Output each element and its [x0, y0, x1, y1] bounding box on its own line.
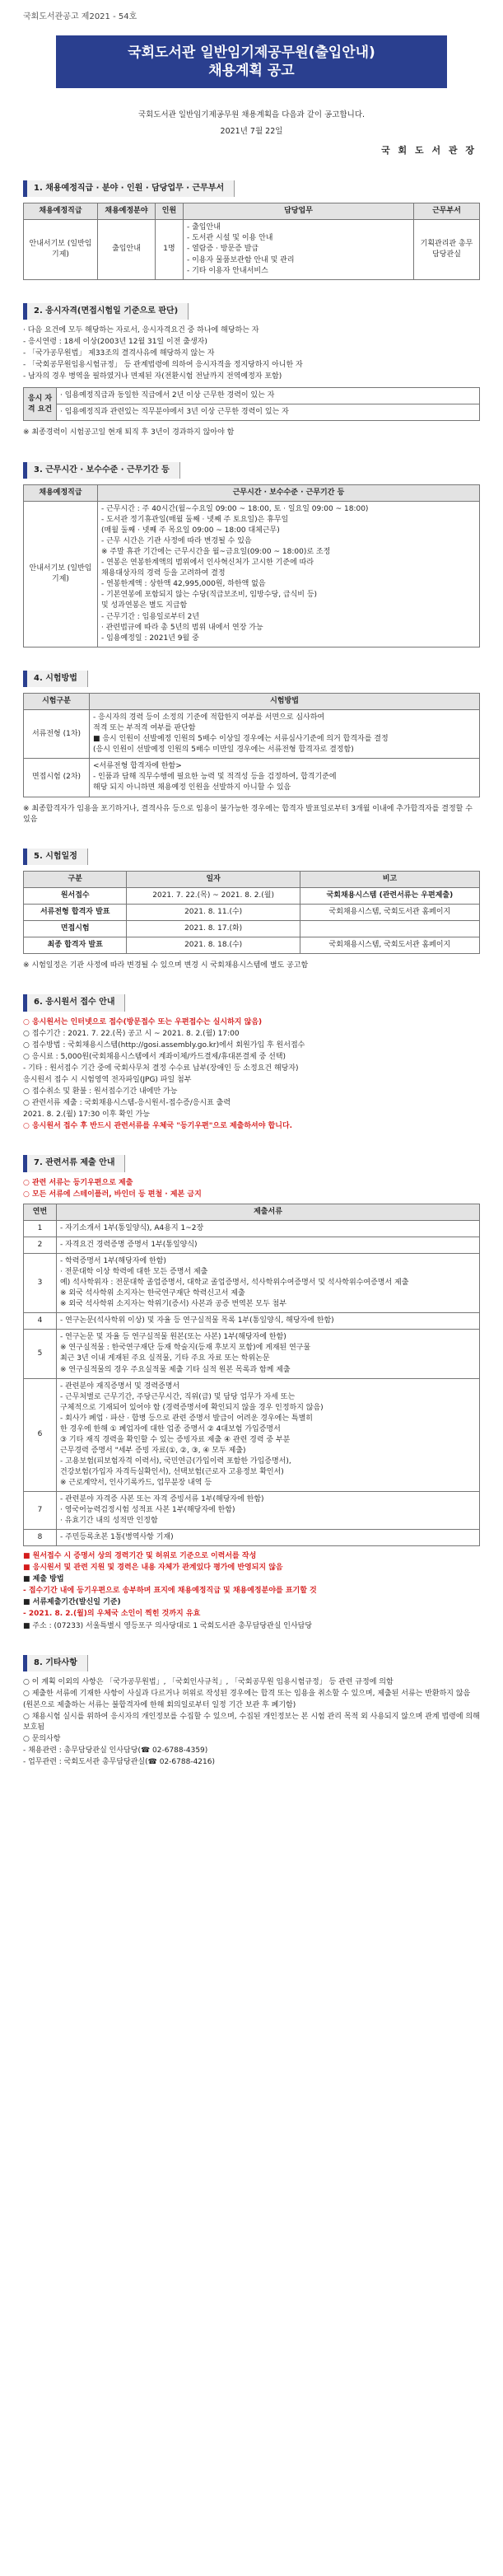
conditions-table [23, 484, 480, 648]
etc-list [23, 1677, 480, 1768]
requirement-item: · 임용예정직과 관련있는 직무분야에서 3년 이상 근무한 경력이 있는 자 [57, 404, 480, 421]
list-item: ■ 제출 방법 [23, 1575, 64, 1584]
schedule-name: 최종 합격자 발표 [24, 937, 127, 954]
condition-item: 채용대상자의 경력 등을 고려하여 결정 [101, 569, 226, 578]
exam-method-table [23, 693, 480, 797]
list-item: ○ 응시원서 접수 후 반드시 관련서류를 우체국 "등기우편"으로 제출하셔야 합니다. [23, 1122, 293, 1131]
list-item: ○ 모든 서류에 스테이플러, 바인더 등 편철 · 제본 금지 [23, 1190, 202, 1199]
col-header: 시험구분 [24, 694, 90, 710]
table-row [24, 1530, 480, 1546]
col-header: 채용예정분야 [98, 203, 156, 220]
list-item: · 다음 요건에 모두 해당하는 자로서, 응시자격요건 중 하나에 해당하는 자 [23, 326, 259, 335]
method-line: (응시 인원이 선발예정 인원의 5배수 미만일 경우에는 서류전형 합격자로 결정함) [93, 746, 354, 755]
method-line: ■ 응시 인원이 선발예정 인원의 5배수 이상일 경우에는 서류심사기준에 의거 합격자를 결정 [93, 735, 389, 744]
signer: 국 회 도 서 관 장 [381, 144, 477, 156]
method-cell [90, 710, 480, 759]
list-item: ○ 제출한 서류에 기재한 사항이 사실과 다르거나 허위로 작성된 경우에는 합격 또는 임용을 취소할 수 있으며, 제출된 서류는 반환하지 않음 [23, 1690, 471, 1699]
department-cell: 기획관리관 총무담당관실 [414, 220, 480, 279]
documents-intro [23, 1178, 480, 1200]
section-conditions [23, 462, 480, 648]
grade-cell: 안내서기보 (일반임기제) [24, 502, 98, 648]
section-note: ※ 최종경력이 시험공고일 현재 퇴직 후 3년이 경과하지 않아야 함 [23, 428, 235, 437]
col-header: 연번 [24, 1204, 57, 1220]
list-item: ○ 접수방법 : 국회채용시스템(http://gosi.assembly.go.kr)에서 회원가입 후 원서접수 [23, 1041, 305, 1050]
duty-item: - 이용자 물품보관함 안내 및 관리 [187, 255, 295, 264]
col-header: 시험방법 [90, 694, 480, 710]
col-header: 근무부서 [414, 203, 480, 220]
list-item: ○ 이 계획 이외의 사항은 「국가공무원법」, 「국회인사규칙」, 「국회공무원 임용시험규정」 등 관련 규정에 의함 [23, 1678, 394, 1687]
bottom-space [23, 1769, 480, 1788]
col-header: 인원 [156, 203, 184, 220]
title-line1: 국회도서관 일반임기제공무원(출입안내) [128, 44, 375, 61]
condition-item: 및 성과연봉은 별도 지급함 [101, 601, 188, 610]
section-application [23, 994, 480, 1132]
schedule-name: 면접시험 [24, 921, 127, 937]
list-item: ○ 접수취소 및 환불 : 원서접수기간 내에만 가능 [23, 1087, 178, 1096]
col-header: 채용예정직급 [24, 485, 98, 502]
col-header: 제출서류 [57, 1204, 480, 1220]
condition-item: · 관련법규에 따라 총 5년의 범위 내에서 연장 가능 [101, 623, 263, 632]
table-row [24, 1378, 480, 1491]
title-banner [56, 35, 447, 89]
duties-cell [184, 220, 414, 279]
doc-no: 8 [24, 1530, 57, 1546]
doc-desc: - 주민등록초본 1통(병역사항 기재) [57, 1530, 480, 1546]
stage-cell: 서류전형 (1차) [24, 710, 90, 759]
condition-item: ※ 주말 휴관 기간에는 근무시간을 월~금요일(09:00 ~ 18:00)로 조정 [101, 548, 331, 557]
list-item: - 접수기간 내에 등기우편으로 송부하며 표지에 채용예정직급 및 채용예정분야를 표기할 것 [23, 1587, 317, 1596]
requirements-table [23, 387, 480, 421]
section-heading: 7. 관련서류 제출 안내 [23, 1155, 125, 1172]
doc-no: 1 [24, 1221, 57, 1237]
list-item: ○ 관련 서류는 등기우편으로 제출 [23, 1178, 133, 1187]
section-heading: 6. 응시원서 접수 안내 [23, 994, 125, 1012]
schedule-name: 서류전형 합격자 발표 [24, 905, 127, 921]
method-line: - 응시자의 경력 등이 소정의 기준에 적합한지 여부를 서면으로 심사하여 [93, 713, 325, 722]
condition-item: - 근무기간 : 임용일로부터 2년 [101, 612, 200, 621]
list-item: ○ 관련서류 제출 : 국회채용시스템-응시원서-접수증/응시표 출력 [23, 1099, 231, 1108]
table-row [24, 502, 480, 648]
list-item: - 응시연령 : 18세 이상(2003년 12월 31일 이전 출생자) [23, 338, 207, 347]
table-row [24, 1313, 480, 1330]
schedule-remark: 국회채용시스템, 국회도서관 홈페이지 [300, 905, 479, 921]
documents-notes [23, 1551, 480, 1631]
doc-desc: - 연구논문(석사학위 이상) 및 자율 등 연구실적물 목록 1부(통일양식, 해당자에 한함) [57, 1313, 480, 1330]
list-item: ○ 문의사항 [23, 1735, 61, 1744]
list-item: ○ 응시원서는 인터넷으로 접수(방문접수 또는 우편접수는 실시하지 않음) [23, 1017, 263, 1026]
req-label: 응시 자격 요건 [24, 388, 57, 421]
duty-item: - 열람증 · 방문증 발급 [187, 245, 259, 254]
list-item: ■ 응시원서 및 관련 지원 및 경력은 내용 자체가 관계있다 평가에 반영되지 않음 [23, 1564, 283, 1573]
table-row [24, 1221, 480, 1237]
intro-block [23, 110, 480, 138]
method-line: - 인품과 담해 직무수행에 필요한 능력 및 적격성 등을 검정하여, 합격기준에 [93, 773, 337, 782]
list-item: 2021. 8. 2.(월) 17:30 이후 확인 가능 [23, 1110, 150, 1120]
schedule-remark [300, 921, 479, 937]
field-cell: 출입안내 [98, 220, 156, 279]
list-item: - 남자의 경우 병역을 필하였거나 면제된 자(전환시험 전날까지 전역예정자 포함) [23, 372, 282, 381]
conditions-cell [98, 502, 480, 648]
notice-number: 국회도서관공고 제2021 - 54호 [23, 12, 137, 21]
col-header: 채용예정직급 [24, 203, 98, 220]
eligibility-list [23, 325, 480, 382]
table-row [24, 220, 480, 279]
schedule-date: 2021. 8. 18.(수) [127, 937, 300, 954]
list-item: 응시원서 접수 시 시험영역 전자파일(JPG) 파일 첨부 [23, 1076, 192, 1085]
list-item: - 채용관련 : 총무담당관실 인사담당(☎ 02-6788-4359) [23, 1746, 208, 1756]
section-etc [23, 1655, 480, 1769]
method-line: 적격 또는 부적격 여부를 판단함 [93, 724, 196, 733]
doc-no: 5 [24, 1330, 57, 1378]
col-header: 구분 [24, 872, 127, 888]
condition-item: - 연봉한계액 : 상한액 42,995,000원, 하한액 없음 [101, 580, 266, 589]
count-cell: 1명 [156, 220, 184, 279]
section-schedule [23, 849, 480, 972]
section-heading: 8. 기타사항 [23, 1655, 88, 1672]
list-item: - 「국가공무원법」 제33조의 결격사유에 해당하지 않는 자 [23, 349, 215, 358]
table-row [24, 921, 480, 937]
doc-no: 7 [24, 1492, 57, 1530]
schedule-remark: 국회채용시스템 (관련서류는 우편제출) [300, 888, 479, 905]
list-item: - 업무관련 : 국회도서관 총무담당관실(☎ 02-6788-4216) [23, 1758, 215, 1767]
condition-item: - 근무시간 : 주 40시간(월~수요일 09:00 ~ 18:00, 토 · 일요일 09:00 ~ 18:00) [101, 505, 369, 514]
table-row [24, 710, 480, 759]
col-header: 담당업무 [184, 203, 414, 220]
requirement-item: · 임용예정직급과 동일한 직급에서 2년 이상 근무한 경력이 있는 자 [57, 388, 480, 404]
doc-desc: - 연구논문 및 자율 등 연구실적물 원본(또는 사본) 1부(해당자에 한함) ※ 연구실적물 : 한국연구재단 등재 학술지(등재 후보지 포함)에 게재된 연구물 최근 3년 이내 게재된 주요 실적물, 기타 주요 자료 또는 학위논문 ※ 연구실적물의 경우 주요실적물 제출 기타 실적 원본 목록과 함께 제출 [57, 1330, 480, 1378]
condition-item: - 기본연봉에 포함되지 않는 수당(직급보조비, 임방수당, 급식비 등) [101, 591, 318, 600]
method-cell [90, 759, 480, 797]
doc-no: 3 [24, 1254, 57, 1313]
positions-table [23, 203, 480, 279]
table-row [24, 1492, 480, 1530]
col-header: 비고 [300, 872, 479, 888]
list-item: ■ 주소 : (07233) 서울특별시 영등포구 의사당대로 1 국회도서관 총무담당관실 인사담당 [23, 1621, 313, 1630]
grade-cell: 안내서기보 (일반임기제) [24, 220, 98, 279]
list-item: - 「국회공무원임용시험규정」 등 관계법령에 의하여 응시자격을 정지당하지 아니한 자 [23, 361, 303, 370]
method-line: <서류전형 합격자에 한함> [93, 762, 182, 771]
documents-table [23, 1204, 480, 1546]
section-note: ※ 최종합격자가 임용을 포기하거나, 결격사유 등으로 임용이 불가능한 경우에는 합격자 발표일로부터 3개월 이내에 추가합격자를 결정할 수 있음 [23, 804, 473, 824]
list-item: - 기타 : 원서접수 기간 중에 국회사무처 결정 수수료 납부(장애인 등 소정요건 해당자) [23, 1064, 299, 1073]
section-heading: 1. 채용예정직급 · 분야 · 인원 · 담당업무 · 근무부서 [23, 180, 235, 198]
duty-item: - 기타 이용자 안내서비스 [187, 266, 268, 275]
col-header: 일자 [127, 872, 300, 888]
list-item: ○ 응시료 : 5,000원(국회채용시스템에서 계좌이체/카드결제/휴대폰결제 중 선택) [23, 1053, 286, 1062]
doc-desc: - 자기소개서 1부(통일양식), A4용지 1~2장 [57, 1221, 480, 1237]
condition-item: - 도서관 정기휴관일(매월 둘째 · 넷째 주 토요일)은 휴무일 [101, 516, 289, 525]
schedule-date: 2021. 8. 17.(화) [127, 921, 300, 937]
list-item: (원본으로 제출하는 서류는 불합격자에 한해 회의일로부터 일정 기간 보관 후 폐기함) [23, 1701, 296, 1710]
schedule-table [23, 871, 480, 954]
notice-date: 2021년 7월 22일 [220, 127, 283, 137]
list-item: ■ 서류제출기간(발신일 기준) [23, 1598, 121, 1607]
table-row [24, 937, 480, 954]
list-item: - 2021. 8. 2.(월)의 우체국 소인이 찍힌 것까지 유효 [23, 1610, 201, 1619]
table-row [24, 1330, 480, 1378]
condition-item: - 임용예정일 : 2021년 9월 중 [101, 633, 199, 643]
section-positions [23, 180, 480, 280]
table-row [24, 905, 480, 921]
condition-item: - 근무 시간은 기관 사정에 따라 변경될 수 있음 [101, 537, 252, 546]
schedule-name: 원서접수 [24, 888, 127, 905]
list-item: ○ 접수기간 : 2021. 7. 22.(목) 공고 시 ~ 2021. 8. 2.(월) 17:00 [23, 1029, 240, 1038]
duty-item: - 출입안내 [187, 223, 221, 232]
list-item: ○ 채용시험 실시를 위하여 응시자의 개인정보를 수집할 수 있으며, 수집된 개인정보는 본 시험 관리 목적 외 사용되지 않으며 관계 법령에 의해 보호됨 [23, 1713, 480, 1732]
title-line2: 채용계획 공고 [208, 63, 295, 80]
method-line: 해당 되지 아니하면 채용예정 인원을 선발하지 아니할 수 있음 [93, 783, 291, 792]
section-heading: 5. 시험일정 [23, 849, 88, 866]
schedule-remark: 국회채용시스템, 국회도서관 홈페이지 [300, 937, 479, 954]
table-row [24, 1237, 480, 1254]
schedule-date: 2021. 7. 22.(목) ~ 2021. 8. 2.(월) [127, 888, 300, 905]
section-eligibility [23, 303, 480, 439]
col-header: 근무시간 · 보수수준 · 근무기간 등 [98, 485, 480, 502]
condition-item: - 연봉은 연봉한계액의 범위에서 인사혁신처가 고시한 기준에 따라 [101, 559, 314, 568]
section-documents [23, 1155, 480, 1631]
section-heading: 4. 시험방법 [23, 671, 88, 688]
intro-text: 국회도서관 일반임기제공무원 채용계획을 다음과 같이 공고합니다. [137, 110, 366, 120]
schedule-date: 2021. 8. 11.(수) [127, 905, 300, 921]
section-heading: 3. 근무시간 · 보수수준 · 근무기간 등 [23, 462, 180, 479]
doc-desc: - 자격요건 경력증명 증명서 1부(통일양식) [57, 1237, 480, 1254]
section-heading: 2. 응시자격(면접시험일 기준으로 판단) [23, 303, 189, 320]
table-row [24, 888, 480, 905]
section-note: ※ 시험일정은 기관 사정에 따라 변경될 수 있으며 변경 시 국회채용시스템에 별도 공고함 [23, 961, 309, 970]
list-item: ■ 원서접수 시 증명서 상의 경력기간 및 허위로 기준으로 이력서를 작성 [23, 1552, 257, 1561]
section-exam-method [23, 671, 480, 825]
table-row [24, 1254, 480, 1313]
duty-item: - 도서관 시설 및 이용 안내 [187, 234, 273, 243]
doc-no: 2 [24, 1237, 57, 1254]
condition-item: (매월 둘째 · 넷째 주 목요일 09:00 ~ 18:00 대체근무) [101, 526, 280, 535]
table-row [24, 759, 480, 797]
doc-desc: - 학력증명서 1부(해당자에 한함) · 전문대학 이상 학력에 대한 모든 증명서 제출 예) 석사학위자 : 전문대학 졸업증명서, 대학교 졸업증명서, 석사학위수여증명서 및 석사학위수여증명서 제출 ※ 외국 석사학위 소지자는 한국연구재단 학력신고서 제출 ※ 외국 석사학위 소지자는 학위기(증서) 사본과 공증 번역본 모두 첨부 [57, 1254, 480, 1313]
stage-cell: 면접시험 (2차) [24, 759, 90, 797]
doc-no: 4 [24, 1313, 57, 1330]
doc-desc: - 관련분야 자격증 사본 또는 자격 증빙서류 1부(해당자에 한함) · 영국어능력검정시험 성적표 사본 1부(해당자에 한함) · 유효기간 내의 성적만 인정함 [57, 1492, 480, 1530]
doc-desc: - 관련분야 재직증명서 및 경력증명서 - 근무처별로 근무기간, 주당근무시간, 직위(급) 및 담당 업무가 자세 또는 구체적으로 기재되어 있어야 함 (경력증명서에 확인되지 않을 경우 인정하지 않음) - 회사가 폐업 · 파산 · 합병 등으로 관련 증명서 발급이 어려운 경우에는 특별히 한 경우에 한해 ① 폐업자에 대한 업종 증명서 ② 4대보험 가입증명서 ③ 기타 재직 경력을 확인할 수 있는 증빙자료 제출 ④ 관련 경력 중 부분 근무경력 증명서 "세부 증빙 자료(①, ②, ③, ④ 모두 제출) - 고용보험(피보험자격 이력서), 국민연금(가입이력 포함한 가입증명서), 건강보험(가입자 자격득실확인서), 선택보험(근로자 고용정보 확인서) ※ 근로계약서, 인사기록카드, 업무분장 내역 등 [57, 1378, 480, 1491]
application-list [23, 1017, 480, 1132]
doc-no: 6 [24, 1378, 57, 1491]
